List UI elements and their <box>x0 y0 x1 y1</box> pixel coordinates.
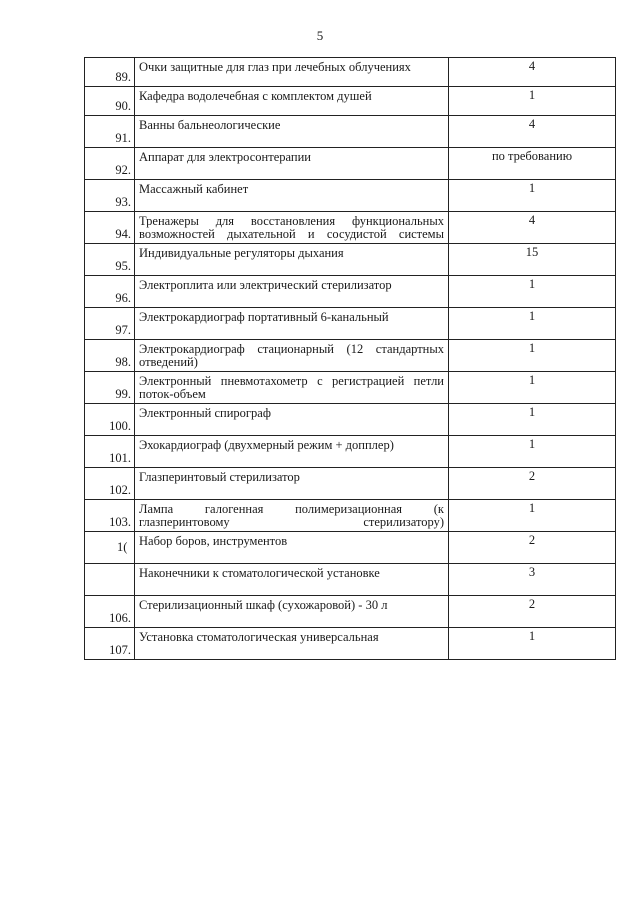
row-number: 99. <box>85 372 135 404</box>
table-row <box>85 58 616 87</box>
equipment-quantity: 15 <box>449 244 616 276</box>
table-row <box>85 244 616 276</box>
table-row <box>85 596 616 628</box>
equipment-name: Лампа галогенная полимеризационная (к глазперинтовому стерилизатору) <box>135 500 449 532</box>
equipment-name: Электронный пневмотахометр с регистрацией петли поток-объем <box>135 372 449 404</box>
row-number: 1( <box>85 532 135 564</box>
equipment-name: Глазперинтовый стерилизатор <box>135 468 449 500</box>
table-row <box>85 276 616 308</box>
table-row <box>85 532 616 564</box>
equipment-quantity: по требованию <box>449 148 616 180</box>
equipment-quantity: 4 <box>449 58 616 87</box>
row-number: 102. <box>85 468 135 500</box>
table-row <box>85 564 616 596</box>
table-row <box>85 500 616 532</box>
row-number: 97. <box>85 308 135 340</box>
equipment-quantity: 1 <box>449 436 616 468</box>
equipment-quantity: 2 <box>449 596 616 628</box>
row-number: 95. <box>85 244 135 276</box>
row-number <box>85 564 135 596</box>
equipment-quantity: 1 <box>449 404 616 436</box>
table-row <box>85 372 616 404</box>
row-number: 100. <box>85 404 135 436</box>
table-row <box>85 308 616 340</box>
equipment-name: Массажный кабинет <box>135 180 449 212</box>
row-number: 89. <box>85 58 135 87</box>
equipment-name: Набор боров, инструментов <box>135 532 449 564</box>
equipment-quantity: 2 <box>449 468 616 500</box>
equipment-name: Очки защитные для глаз при лечебных облучениях <box>135 58 449 87</box>
equipment-quantity: 1 <box>449 628 616 660</box>
table-row <box>85 436 616 468</box>
row-number: 103. <box>85 500 135 532</box>
equipment-quantity: 3 <box>449 564 616 596</box>
page-number: 5 <box>316 28 324 43</box>
equipment-quantity: 1 <box>449 308 616 340</box>
row-number: 90. <box>85 87 135 116</box>
row-number: 93. <box>85 180 135 212</box>
table-row <box>85 180 616 212</box>
equipment-name: Электрокардиограф стационарный (12 стандартных отведений) <box>135 340 449 372</box>
table-row <box>85 87 616 116</box>
equipment-quantity: 1 <box>449 500 616 532</box>
row-number: 107. <box>85 628 135 660</box>
table-row <box>85 404 616 436</box>
table-row <box>85 340 616 372</box>
row-number: 94. <box>85 212 135 244</box>
equipment-quantity: 1 <box>449 87 616 116</box>
row-number: 98. <box>85 340 135 372</box>
equipment-name: Тренажеры для восстановления функциональных возможностей дыхательной и сосудистой системы <box>135 212 449 244</box>
equipment-quantity: 1 <box>449 180 616 212</box>
equipment-name: Стерилизационный шкаф (сухожаровой) - 30 л <box>135 596 449 628</box>
equipment-quantity: 1 <box>449 276 616 308</box>
equipment-quantity: 1 <box>449 372 616 404</box>
equipment-name: Электрокардиограф портативный 6-канальный <box>135 308 449 340</box>
equipment-name: Эхокардиограф (двухмерный режим + допплер) <box>135 436 449 468</box>
equipment-quantity: 4 <box>449 116 616 148</box>
equipment-name: Установка стоматологическая универсальная <box>135 628 449 660</box>
equipment-quantity: 4 <box>449 212 616 244</box>
equipment-name: Электроплита или электрический стерилизатор <box>135 276 449 308</box>
table-row <box>85 212 616 244</box>
table-row <box>85 628 616 660</box>
row-number: 101. <box>85 436 135 468</box>
equipment-table <box>84 57 616 660</box>
equipment-quantity: 2 <box>449 532 616 564</box>
row-number: 106. <box>85 596 135 628</box>
equipment-quantity: 1 <box>449 340 616 372</box>
row-number: 91. <box>85 116 135 148</box>
table-row <box>85 148 616 180</box>
equipment-name: Аппарат для электросонтерапии <box>135 148 449 180</box>
equipment-name: Электронный спирограф <box>135 404 449 436</box>
table-row <box>85 468 616 500</box>
equipment-name: Кафедра водолечебная с комплектом душей <box>135 87 449 116</box>
row-number: 96. <box>85 276 135 308</box>
table-row <box>85 116 616 148</box>
row-number: 92. <box>85 148 135 180</box>
equipment-name: Индивидуальные регуляторы дыхания <box>135 244 449 276</box>
equipment-name: Наконечники к стоматологической установке <box>135 564 449 596</box>
equipment-name: Ванны бальнеологические <box>135 116 449 148</box>
